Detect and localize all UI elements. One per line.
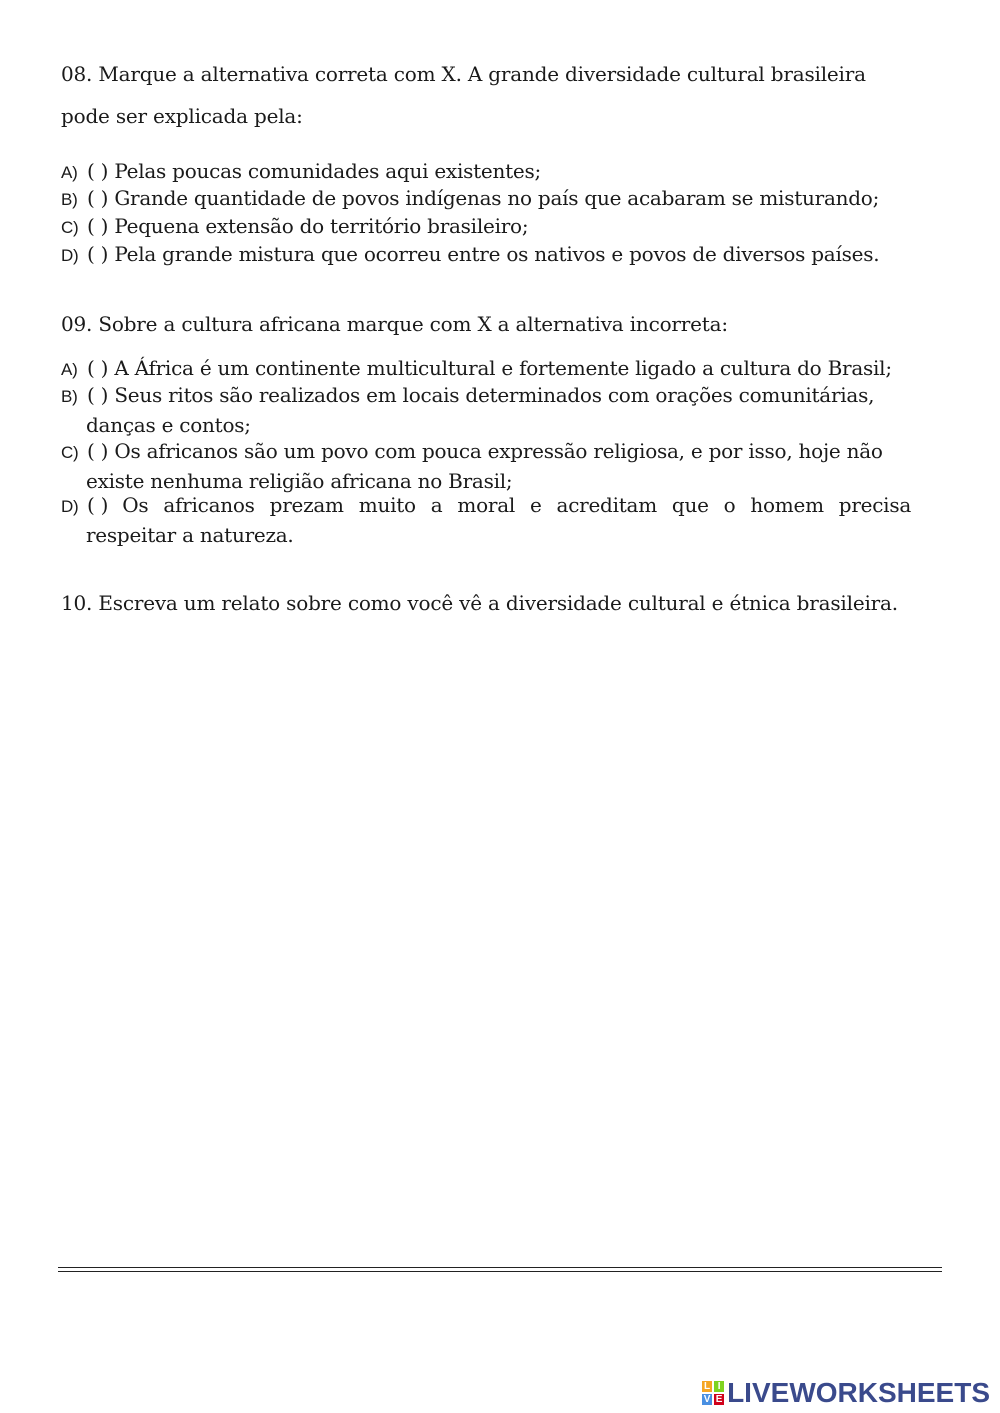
option-text: Seus ritos são realizados em locais determinados com orações comunitárias, (114, 383, 875, 407)
logo-text: LIVEWORKSHEETS (727, 1377, 990, 1408)
option-text: A África é um continente multicultural e fortemente ligado a cultura do Brasil; (114, 356, 892, 380)
q09-option-c[interactable] (61, 437, 911, 495)
answer-box[interactable]: ( ) (87, 159, 109, 183)
q08-option-d[interactable] (61, 240, 911, 270)
answer-box[interactable]: ( ) (87, 242, 109, 266)
option-letter: B) (61, 190, 78, 209)
q09-option-a[interactable] (61, 354, 911, 384)
option-text: Os africanos são um povo com pouca expressão religiosa, e por isso, hoje não (114, 439, 883, 463)
option-letter: D) (61, 246, 79, 265)
answer-line-top (58, 1267, 942, 1268)
option-text: Os africanos prezam muito a moral e acreditam que o homem precisa (122, 493, 911, 517)
option-text: Grande quantidade de povos indígenas no país que acabaram se misturando; (114, 186, 880, 210)
option-letter: A) (61, 360, 78, 379)
answer-box[interactable]: ( ) (87, 493, 109, 517)
liveworksheets-logo (701, 1378, 990, 1408)
option-letter: C) (61, 218, 79, 237)
answer-box[interactable]: ( ) (87, 439, 109, 463)
option-text-cont: respeitar a natureza. (86, 523, 294, 547)
q09-line1: 09. Sobre a cultura africana marque com X a alternativa incorreta: (61, 312, 728, 336)
option-letter: A) (61, 163, 78, 182)
q08-option-c[interactable] (61, 212, 911, 242)
q08-line1: 08. Marque a alternativa correta com X. A grande diversidade cultural brasileira (61, 62, 866, 86)
option-letter: B) (61, 387, 78, 406)
option-letter: C) (61, 443, 79, 462)
option-text: Pelas poucas comunidades aqui existentes; (114, 159, 542, 183)
q08-option-a[interactable] (61, 157, 911, 187)
answer-box[interactable]: ( ) (87, 356, 109, 380)
option-text-cont: danças e contos; (86, 413, 251, 437)
option-text: Pequena extensão do território brasileiro; (114, 214, 529, 238)
option-text: Pela grande mistura que ocorreu entre os nativos e povos de diversos países. (114, 242, 880, 266)
liveworksheets-mark-icon: L I V E (701, 1380, 725, 1406)
q10-line1: 10. Escreva um relato sobre como você vê a diversidade cultural e étnica brasileira. (61, 591, 898, 615)
option-letter: D) (61, 497, 79, 516)
q08-option-b[interactable] (61, 184, 911, 214)
q09-option-b[interactable] (61, 381, 911, 439)
q08-line2: pode ser explicada pela: (61, 104, 303, 128)
option-text-cont: existe nenhuma religião africana no Brasil; (86, 469, 513, 493)
q09-option-d[interactable] (61, 491, 911, 549)
answer-box[interactable]: ( ) (87, 214, 109, 238)
answer-box[interactable]: ( ) (87, 186, 109, 210)
answer-line-bottom (58, 1271, 942, 1272)
answer-box[interactable]: ( ) (87, 383, 109, 407)
